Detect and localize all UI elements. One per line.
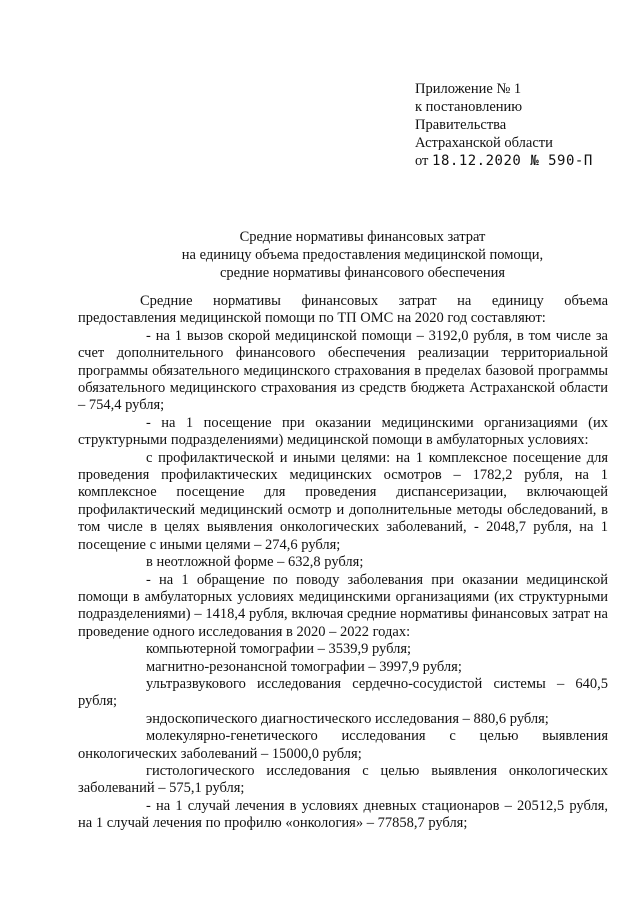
body-paragraph: - на 1 посещение при оказании медицинскими организациями (их структурными подразделениями) медицинской помощи в амбулаторных условиях: — [78, 414, 608, 449]
resolution-date-number: 18.12.2020 № 590-П — [432, 153, 593, 169]
body-paragraph: молекулярно-генетического исследования с целью выявления онкологических заболеваний – 15000,0 рубля; — [78, 728, 608, 762]
appendix-header — [415, 80, 593, 170]
body-paragraph: магнитно-резонансной томографии – 3997,9 рубля; — [146, 658, 462, 675]
body-paragraph: с профилактической и иными целями: на 1 комплексное посещение для проведения профилактических медицинских осмотров – 1782,2 рубля, на 1 комплексное посещение для проведения диспансеризации, включающей профилактический медицинский осмотр и дополнительные методы обследований, в том числе в целях выявления онкологических заболеваний, - 2048,7 рубля, на 1 посещение с иными целями – 274,6 рубля; — [78, 449, 608, 553]
appendix-line: к постановлению — [415, 99, 523, 115]
document-body — [78, 293, 608, 833]
title-line: Средние нормативы финансовых затрат — [239, 229, 486, 245]
body-paragraph: в неотложной форме – 632,8 рубля; — [146, 554, 364, 571]
document-title — [95, 228, 630, 282]
body-paragraph: эндоскопического диагностического исследования – 880,6 рубля; — [146, 710, 549, 727]
appendix-from-label: от — [415, 153, 429, 169]
title-line: средние нормативы финансового обеспечения — [219, 265, 506, 281]
body-paragraph: Средние нормативы финансовых затрат на единицу объема предоставления медицинской помощи по ТП ОМС на 2020 год составляют: — [78, 293, 608, 327]
appendix-line: Астраханской области — [415, 135, 553, 151]
appendix-date-row — [415, 152, 593, 170]
body-paragraph: - на 1 обращение по поводу заболевания при оказании медицинской помощи в амбулаторных условиях медицинскими организациями (их структурными подразделениями) – 1418,4 рубля, включая средние нормативы финансовых затрат на проведение одного исследования в 2020 – 2022 годах: — [78, 571, 608, 640]
appendix-line: Приложение № 1 — [415, 81, 522, 97]
title-line: на единицу объема предоставления медицинской помощи, — [181, 247, 544, 263]
body-paragraph: гистологического исследования с целью выявления онкологических заболеваний – 575,1 рубля; — [78, 762, 608, 797]
body-paragraph: - на 1 вызов скорой медицинской помощи – 3192,0 рубля, в том числе за счет дополнительного финансового обеспечения реализации территориальной программы обязательного медицинского страхования в пределах базовой программы обязательного медицинского страхования из средств бюджета Астраханской области – 754,4 рубля; — [78, 327, 608, 414]
appendix-line: Правительства — [415, 117, 507, 133]
body-paragraph: - на 1 случай лечения в условиях дневных стационаров – 20512,5 рубля, на 1 случай лечения по профилю «онкология» – 77858,7 рубля; — [78, 797, 608, 832]
body-paragraph: ультразвукового исследования сердечно-сосудистой системы – 640,5 рубля; — [78, 675, 608, 710]
body-paragraph: компьютерной томографии – 3539,9 рубля; — [146, 641, 412, 658]
